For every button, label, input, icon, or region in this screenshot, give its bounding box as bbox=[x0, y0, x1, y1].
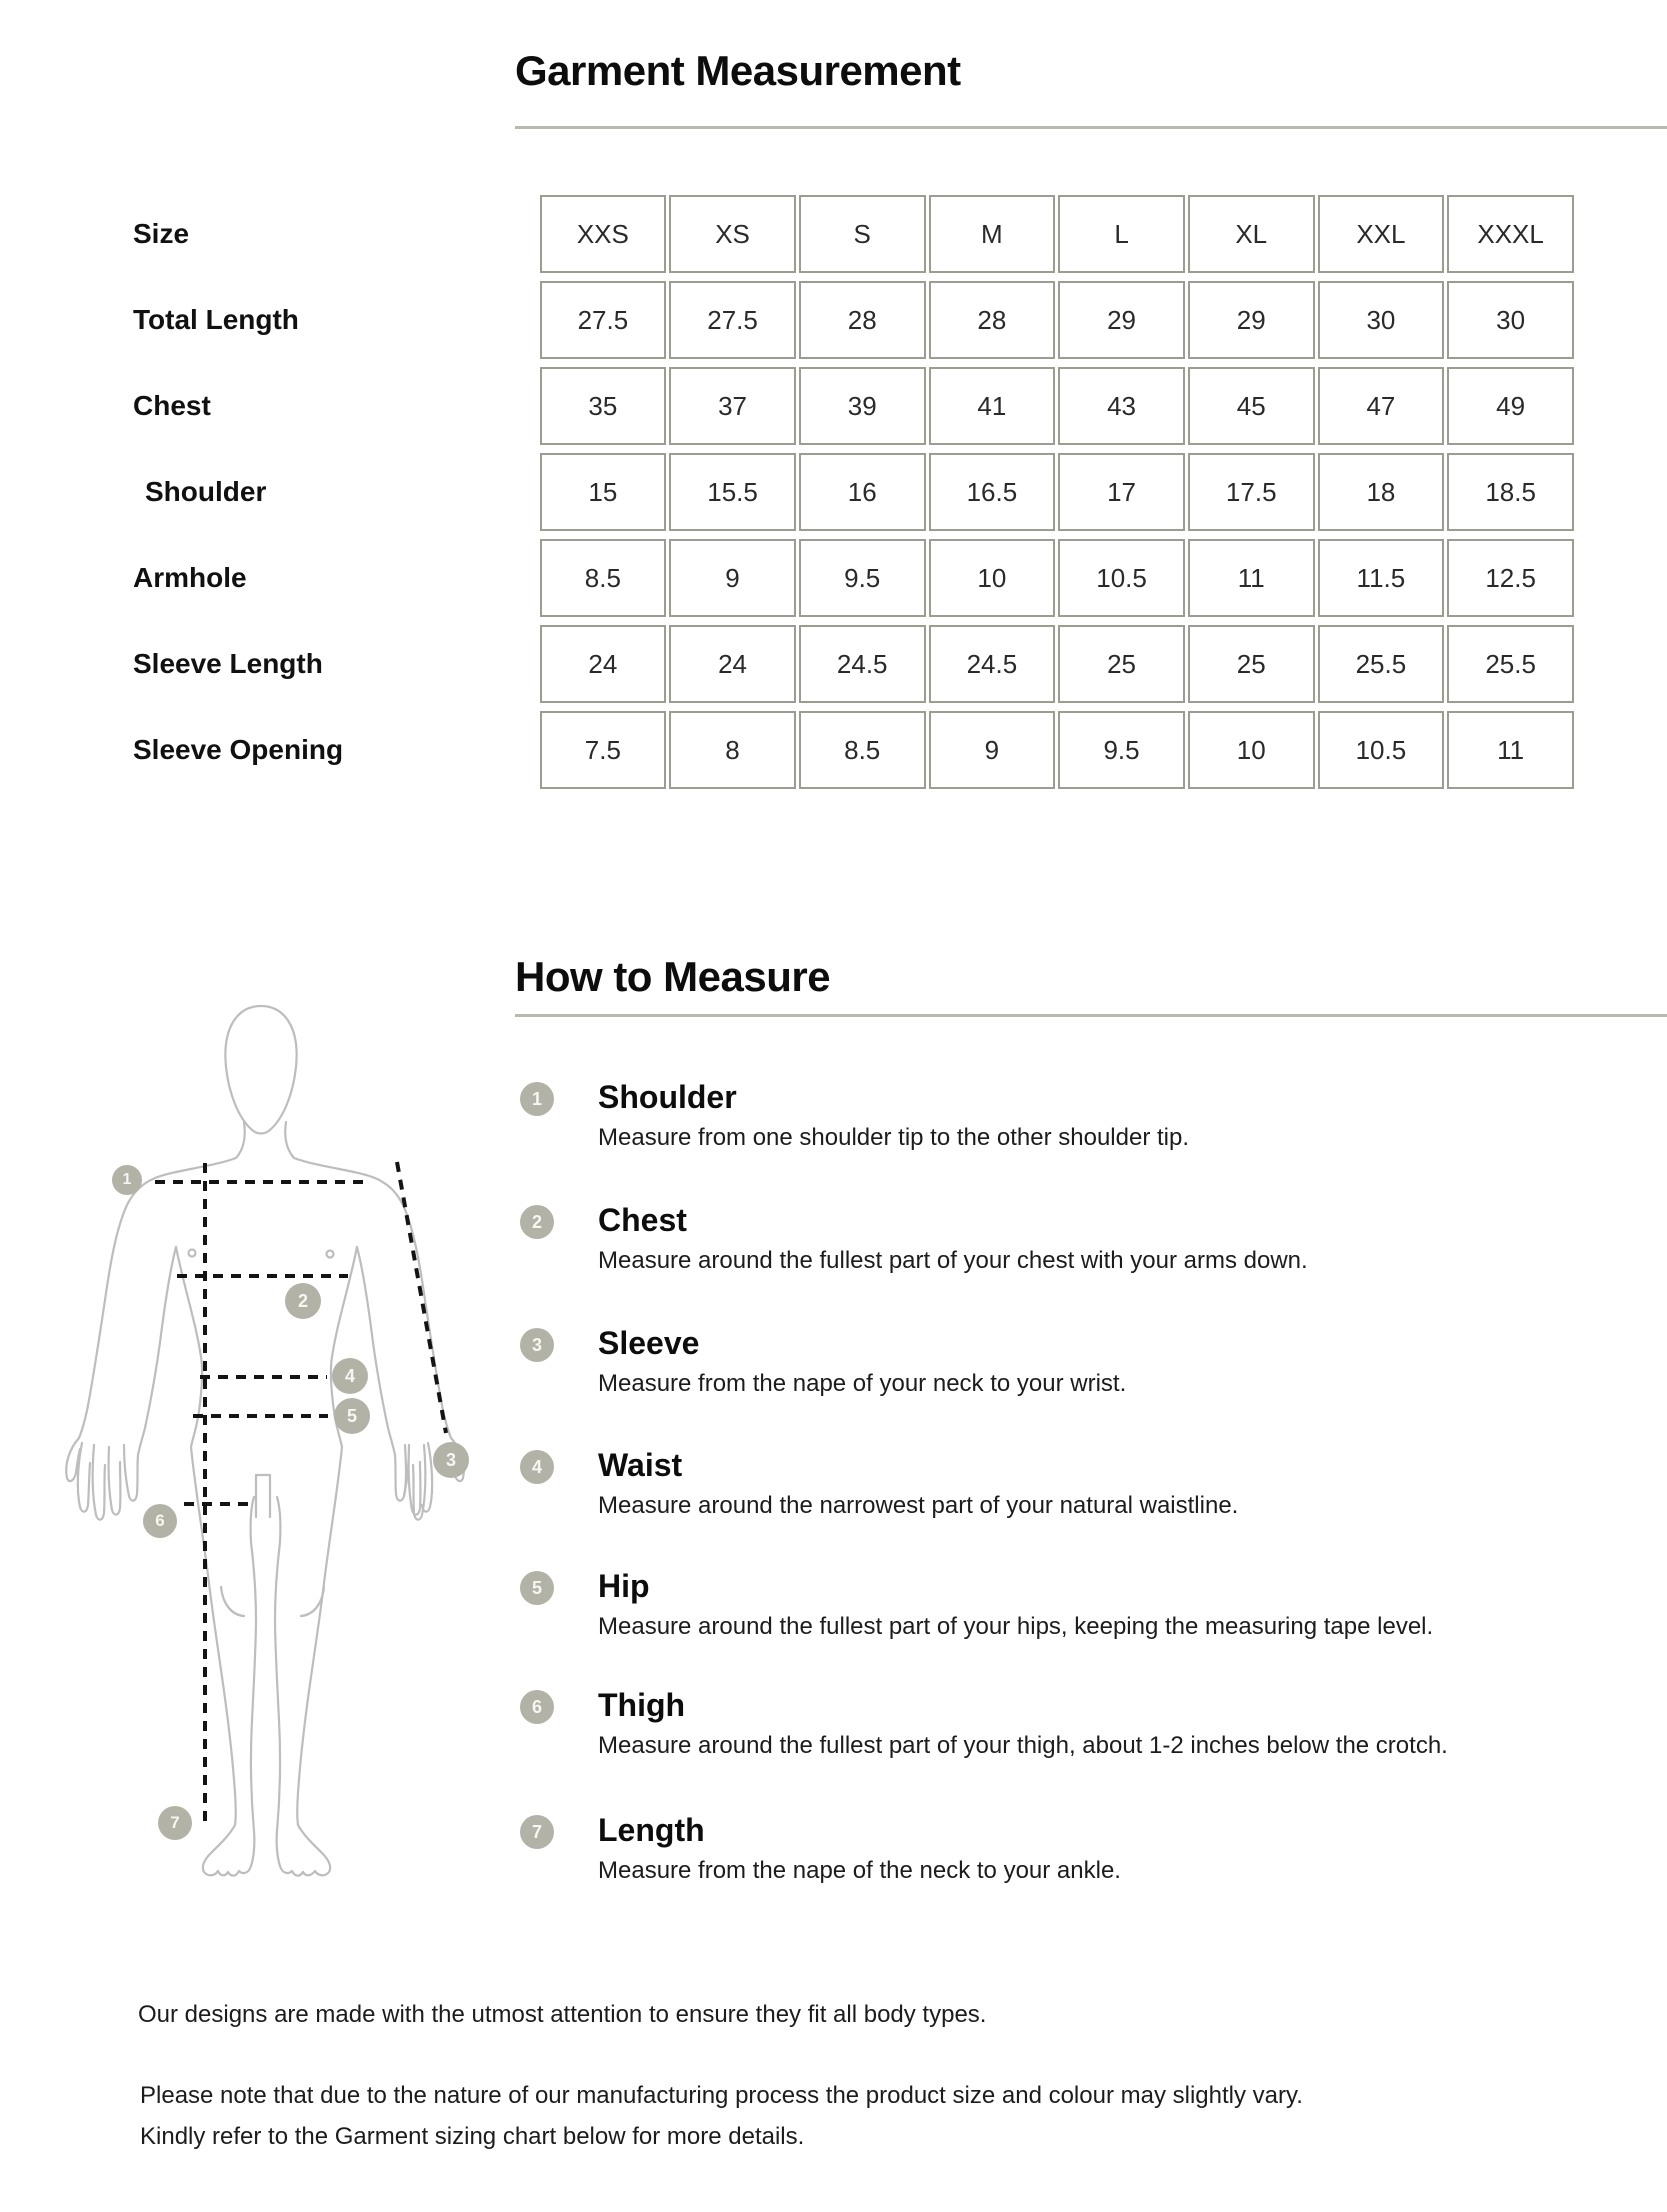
row-label: Sleeve Opening bbox=[133, 734, 344, 765]
measurement-cell: 27.5 bbox=[669, 281, 796, 359]
item-number-badge: 5 bbox=[520, 1571, 554, 1605]
item-text bbox=[598, 1325, 1126, 1400]
item-title: Sleeve bbox=[598, 1325, 700, 1361]
item-number-badge: 4 bbox=[520, 1450, 554, 1484]
item-title: Shoulder bbox=[598, 1079, 737, 1115]
measurement-cell: 8 bbox=[669, 711, 796, 789]
measure-item-shoulder bbox=[520, 1079, 1189, 1154]
table-row-sleeve-opening bbox=[133, 711, 1574, 789]
measurement-cell: 16 bbox=[799, 453, 926, 531]
measurement-cell: 12.5 bbox=[1447, 539, 1574, 617]
measurement-cell: 30 bbox=[1447, 281, 1574, 359]
row-label: Total Length bbox=[133, 304, 299, 335]
size-col-header: M bbox=[929, 195, 1056, 273]
item-description: Measure around the narrowest part of your natural waistline. bbox=[598, 1492, 1239, 1519]
item-number-badge: 2 bbox=[520, 1205, 554, 1239]
measurement-cell: 15.5 bbox=[669, 453, 796, 531]
item-title: Hip bbox=[598, 1568, 650, 1604]
measurement-cell: 18.5 bbox=[1447, 453, 1574, 531]
row-label: Armhole bbox=[133, 562, 247, 593]
measurement-cell: 8.5 bbox=[540, 539, 667, 617]
measurement-cell: 11.5 bbox=[1318, 539, 1445, 617]
item-title: Thigh bbox=[598, 1687, 686, 1723]
measurement-cell: 9 bbox=[929, 711, 1056, 789]
body-diagram bbox=[60, 975, 470, 1895]
item-text bbox=[598, 1447, 1238, 1522]
row-label: Chest bbox=[133, 390, 211, 421]
item-title: Chest bbox=[598, 1202, 687, 1238]
diagram-marker-4: 4 bbox=[332, 1358, 368, 1394]
diagram-marker-1: 1 bbox=[112, 1165, 142, 1195]
table-row-chest bbox=[133, 367, 1574, 445]
measurement-cell: 24.5 bbox=[929, 625, 1056, 703]
item-number-badge: 1 bbox=[520, 1082, 554, 1116]
size-col-header: XL bbox=[1188, 195, 1315, 273]
size-col-header: S bbox=[799, 195, 926, 273]
item-title: Waist bbox=[598, 1447, 683, 1483]
measurement-cell: 11 bbox=[1188, 539, 1315, 617]
body-outline bbox=[66, 1006, 464, 1876]
measurement-cell: 24 bbox=[669, 625, 796, 703]
measurement-cell: 11 bbox=[1447, 711, 1574, 789]
measurement-cell: 29 bbox=[1188, 281, 1315, 359]
item-description: Measure around the fullest part of your thigh, about 1-2 inches below the crotch. bbox=[598, 1732, 1448, 1759]
measurement-dashed-lines bbox=[155, 1162, 446, 1823]
item-number-badge: 3 bbox=[520, 1328, 554, 1362]
measurement-cell: 25 bbox=[1058, 625, 1185, 703]
measurement-cell: 28 bbox=[929, 281, 1056, 359]
item-description: Measure from the nape of your neck to your wrist. bbox=[598, 1370, 1127, 1397]
size-col-header: XXXL bbox=[1447, 195, 1574, 273]
measurement-cell: 35 bbox=[540, 367, 667, 445]
measurement-cell: 17 bbox=[1058, 453, 1185, 531]
garment-measurement-title: Garment Measurement bbox=[515, 47, 961, 94]
measurement-cell: 9 bbox=[669, 539, 796, 617]
garment-measurement-divider bbox=[515, 126, 1667, 129]
size-col-header: L bbox=[1058, 195, 1185, 273]
measurement-cell: 49 bbox=[1447, 367, 1574, 445]
measurement-cell: 7.5 bbox=[540, 711, 667, 789]
measurement-cell: 10.5 bbox=[1318, 711, 1445, 789]
measurement-cell: 25.5 bbox=[1447, 625, 1574, 703]
how-to-measure-title: How to Measure bbox=[515, 953, 831, 1000]
item-number-badge: 7 bbox=[520, 1815, 554, 1849]
measurement-cell: 45 bbox=[1188, 367, 1315, 445]
sleeve-line bbox=[397, 1162, 446, 1433]
diagram-marker-3: 3 bbox=[433, 1442, 469, 1478]
measure-item-hip bbox=[520, 1568, 1433, 1643]
item-description: Measure around the fullest part of your hips, keeping the measuring tape level. bbox=[598, 1613, 1434, 1640]
diagram-marker-2: 2 bbox=[285, 1283, 321, 1319]
item-title: Length bbox=[598, 1812, 705, 1848]
measurement-cell: 24.5 bbox=[799, 625, 926, 703]
row-label: Size bbox=[133, 218, 190, 249]
measurement-cell: 16.5 bbox=[929, 453, 1056, 531]
measurement-cell: 37 bbox=[669, 367, 796, 445]
item-text bbox=[598, 1812, 1121, 1887]
measurement-cell: 27.5 bbox=[540, 281, 667, 359]
footer-note-fit: Our designs are made with the utmost attention to ensure they fit all body types. bbox=[138, 2001, 987, 2028]
item-text bbox=[598, 1202, 1308, 1277]
table-row-sleeve-length bbox=[133, 625, 1574, 703]
item-text bbox=[598, 1079, 1189, 1154]
measurement-cell: 8.5 bbox=[799, 711, 926, 789]
measurement-cell: 30 bbox=[1318, 281, 1445, 359]
diagram-marker-5: 5 bbox=[334, 1398, 370, 1434]
size-col-header: XS bbox=[669, 195, 796, 273]
footer-note-refer: Kindly refer to the Garment sizing chart below for more details. bbox=[140, 2123, 805, 2150]
table-row-shoulder bbox=[133, 453, 1574, 531]
size-table bbox=[130, 187, 1577, 797]
measurement-cell: 29 bbox=[1058, 281, 1185, 359]
measure-item-length bbox=[520, 1812, 1121, 1887]
row-label: Sleeve Length bbox=[133, 648, 323, 679]
measurement-cell: 9.5 bbox=[1058, 711, 1185, 789]
diagram-marker-6: 6 bbox=[143, 1504, 177, 1538]
measure-item-sleeve bbox=[520, 1325, 1126, 1400]
measurement-cell: 47 bbox=[1318, 367, 1445, 445]
measure-item-chest bbox=[520, 1202, 1308, 1277]
measurement-cell: 15 bbox=[540, 453, 667, 531]
item-description: Measure around the fullest part of your chest with your arms down. bbox=[598, 1247, 1308, 1274]
item-description: Measure from one shoulder tip to the other shoulder tip. bbox=[598, 1124, 1189, 1151]
size-col-header: XXL bbox=[1318, 195, 1445, 273]
measurement-cell: 10.5 bbox=[1058, 539, 1185, 617]
measurement-cell: 9.5 bbox=[799, 539, 926, 617]
how-to-measure-divider bbox=[515, 1014, 1667, 1017]
diagram-marker-7: 7 bbox=[158, 1806, 192, 1840]
row-label: Shoulder bbox=[145, 476, 267, 507]
measurement-cell: 25.5 bbox=[1318, 625, 1445, 703]
measurement-cell: 41 bbox=[929, 367, 1056, 445]
table-row-size bbox=[133, 195, 1574, 273]
measurement-cell: 25 bbox=[1188, 625, 1315, 703]
measurement-cell: 39 bbox=[799, 367, 926, 445]
measurement-cell: 43 bbox=[1058, 367, 1185, 445]
table-row-total-length bbox=[133, 281, 1574, 359]
item-number-badge: 6 bbox=[520, 1690, 554, 1724]
item-text bbox=[598, 1568, 1433, 1643]
size-col-header: XXS bbox=[540, 195, 667, 273]
measurement-cell: 17.5 bbox=[1188, 453, 1315, 531]
measure-item-thigh bbox=[520, 1687, 1448, 1762]
item-text bbox=[598, 1687, 1448, 1762]
item-description: Measure from the nape of the neck to your ankle. bbox=[598, 1857, 1121, 1884]
measurement-cell: 28 bbox=[799, 281, 926, 359]
measure-item-waist bbox=[520, 1447, 1238, 1522]
measurement-cell: 18 bbox=[1318, 453, 1445, 531]
measurement-cell: 24 bbox=[540, 625, 667, 703]
table-row-armhole bbox=[133, 539, 1574, 617]
footer-note-variance: Please note that due to the nature of our manufacturing process the product size and colour may slightly vary. bbox=[140, 2082, 1303, 2109]
measurement-cell: 10 bbox=[1188, 711, 1315, 789]
measurement-cell: 10 bbox=[929, 539, 1056, 617]
